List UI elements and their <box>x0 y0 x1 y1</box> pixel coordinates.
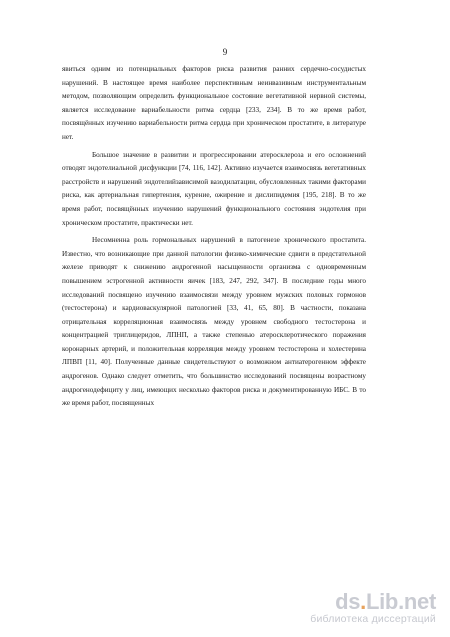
logo-ds: ds <box>335 589 361 614</box>
logo-dot: . <box>360 589 366 614</box>
paragraph-endothelial-dysfunction: Большое значение в развитии и прогрессировании атеросклероза и его осложнений отводят эндотелиальной дисфункции [74, 116, 142]. Активно изучается взаимосвязь вегетативных расстройств и нарушений эндотелийзависимой вазодилатации, обусловленных такими факторами риска, как артериальная гипертензия, курение, ожирение и дислипидемия [195, 218]. В то же время работ, посвящённых изучению нарушений функционального состояния эндотелия при хроническом простатите, практически нет. <box>62 150 366 227</box>
logo-lib: Lib <box>365 589 399 614</box>
document-body <box>62 63 366 411</box>
paragraph-hormonal-disorders: Несомненна роль гормональных нарушений в патогенезе хронического простатита. Известно, что возникающие при данной патологии физико-химические сдвиги в предстательной железе приводят к снижению андрогенной насыщенности организма с одновременным повышением эстрогенной активности яичек [183, 247, 292, 347]. В последние годы много исследований посвящено изучению взаимосвязи между уровнем мужских половых гормонов (тестостерона) и кардиоваскулярной патологией [33, 41, 65, 80]. В частности, показана отрицательная корреляционная взаимосвязь между уровнем свободного тестостерона и концентрацией триглицеридов, ЛПНП, а также степенью атеросклеротического поражения коронарных артерий, и положительная корреляция между уровнем тестостерона и холестерина ЛПВП [11, 40]. Полученные данные свидетельствуют о возможном антиатерогенном эффекте андрогенов. Однако следует отметить, что большинство исследований посвящены возрастному андрогенодефициту у лиц, имеющих несколько факторов риска и документированную ИБС. В то же время работ, посвященных <box>62 236 366 408</box>
paragraph-vegetative-hrv: явиться одним из потенциальных факторов риска развития ранних сердечно-сосудистых нарушений. В настоящее время наиболее перспективным неинвазивным инструментальным методом, позволяющим определить функциональное состояние вегетативной нервной системы, является исследование вариабельности ритма сердца [233, 234]. В то же время работ, посвящённых изучению вариабельности ритма сердца при хроническом простатите, в литературе нет. <box>62 65 366 141</box>
dslib-logo <box>310 590 436 614</box>
dslib-watermark <box>310 590 436 625</box>
logo-net: .net <box>398 589 436 614</box>
watermark-subtitle: библиотека диссертаций <box>310 613 436 625</box>
page-number: 9 <box>222 47 228 57</box>
